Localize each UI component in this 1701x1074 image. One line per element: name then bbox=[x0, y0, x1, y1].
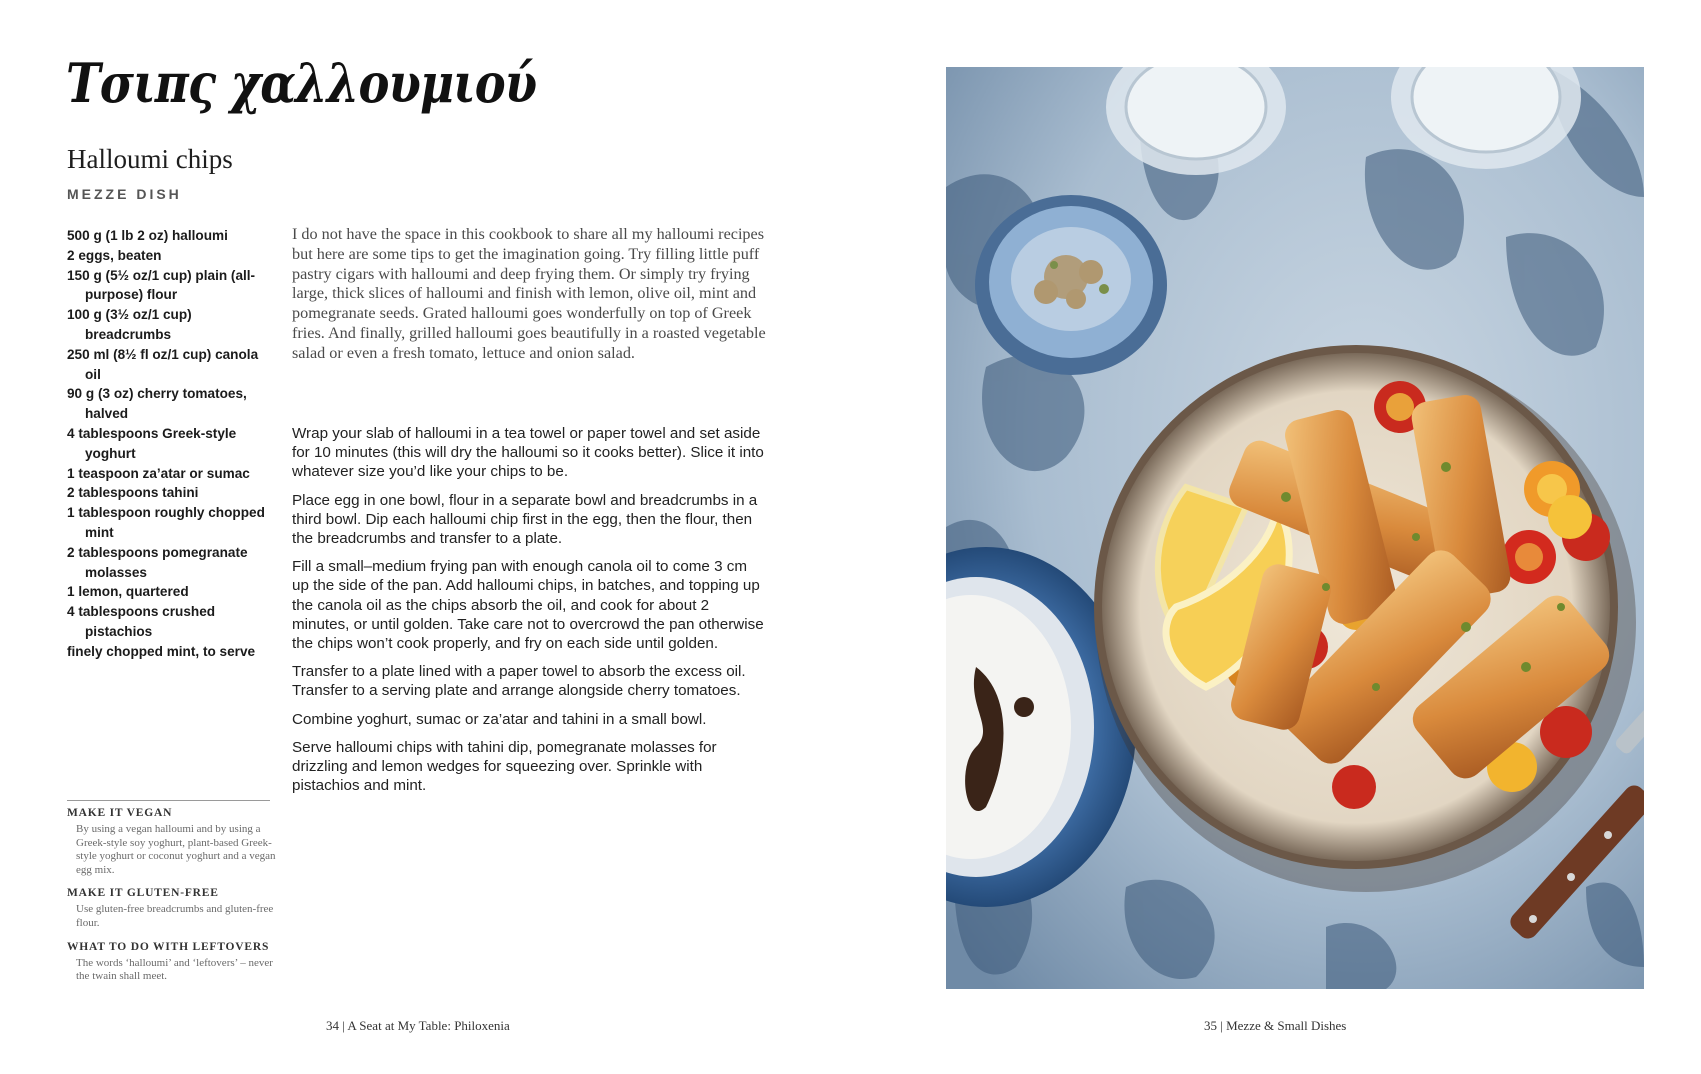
note-gluten-free bbox=[67, 887, 277, 930]
note-body: By using a vegan halloumi and by using a Greek-style soy yoghurt, plant-based Greek-style yoghurt or coconut yoghurt and a vegan egg mix. bbox=[76, 823, 276, 876]
ingredient-item: 250 ml (8½ fl oz/1 cup) canola oil bbox=[67, 346, 259, 382]
recipe-title: Halloumi chips bbox=[67, 144, 233, 174]
ingredient-item: 1 tablespoon roughly chopped mint bbox=[67, 505, 265, 540]
method-step: Serve halloumi chips with tahini dip, pomegranate molasses for drizzling and lemon wedges for squeezing over. Sprinkle with pistachios and mint. bbox=[292, 738, 717, 795]
ingredient-item: 90 g (3 oz) cherry tomatoes, halved bbox=[67, 386, 247, 422]
ingredient-item: 4 tablespoons crushed pistachios bbox=[67, 604, 216, 639]
photo-illustration bbox=[946, 67, 1644, 989]
ingredient-item: 2 tablespoons tahini bbox=[67, 485, 199, 501]
method-step: Transfer to a plate lined with a paper towel to absorb the excess oil. Transfer to a serving plate and arrange alongside cherry tomatoes. bbox=[292, 663, 746, 700]
page-footer-right: 35 | Mezze & Small Dishes bbox=[1204, 1018, 1347, 1033]
method-step: Wrap your slab of halloumi in a tea towel or paper towel and set aside for 10 minutes (this will dry the halloumi so it cooks better). Slice it into whatever size you’d like your chips to be. bbox=[292, 425, 764, 481]
recipe-notes bbox=[67, 807, 277, 994]
method-step: Fill a small–medium frying pan with enough canola oil to come 3 cm up the side of the pan. Add halloumi chips, in batches, and topping up the canola oil as the chips absorb the oil, and cook for about 2 minutes, or until golden. Take care not to overcrowd the pan otherwise the chips won’t cook properly, and fry on each side until golden. bbox=[292, 558, 764, 653]
ingredient-list bbox=[67, 226, 277, 662]
note-body: Use gluten-free breadcrumbs and gluten-free flour. bbox=[76, 903, 274, 929]
ingredient-item: 150 g (5½ oz/1 cup) plain (all-purpose) flour bbox=[67, 267, 256, 303]
ingredient-item: 2 eggs, beaten bbox=[67, 247, 162, 263]
ingredient-item: 1 lemon, quartered bbox=[67, 584, 189, 600]
note-heading: MAKE IT GLUTEN-FREE bbox=[67, 887, 219, 900]
ingredient-item: 4 tablespoons Greek-style yoghurt bbox=[67, 425, 237, 461]
ingredient-item: 1 teaspoon za’atar or sumac bbox=[67, 465, 250, 481]
method-steps bbox=[292, 424, 768, 804]
note-heading: WHAT TO DO WITH LEFTOVERS bbox=[67, 940, 270, 953]
ingredient-item: 100 g (3½ oz/1 cup) breadcrumbs bbox=[67, 307, 192, 342]
ingredient-item: 500 g (1 lb 2 oz) halloumi bbox=[67, 228, 228, 243]
intro-paragraph: I do not have the space in this cookbook to share all my halloumi recipes but here are some tips to get the imagination going. Try filling little puff pastry cigars with halloumi and deep frying them. Or simply try frying large, thick slices of halloumi and finish with lemon, olive oil, mint and pomegranate seeds. Grated halloumi goes wonderfully on top of Greek fries. And finally, grilled halloumi goes beautifully in a roasted vegetable salad or even a fresh tomato, lettuce and onion salad. bbox=[292, 225, 766, 362]
spice-bowl bbox=[975, 195, 1167, 375]
ingredient-item: 2 tablespoons pomegranate molasses bbox=[67, 544, 248, 580]
note-heading: MAKE IT VEGAN bbox=[67, 807, 173, 819]
note-vegan bbox=[67, 807, 277, 877]
note-body: The words ‘halloumi’ and ‘leftovers’ – never the twain shall meet. bbox=[76, 956, 273, 983]
notes-divider bbox=[67, 800, 270, 801]
method-step: Combine yoghurt, sumac or za’atar and tahini in a small bowl. bbox=[292, 710, 707, 728]
recipe-category: MEZZE DISH bbox=[67, 186, 182, 202]
method-step: Place egg in one bowl, flour in a separate bowl and breadcrumbs in a third bowl. Dip each halloumi chip first in the egg, then the flour, then the breadcrumbs and transfer to a plate. bbox=[292, 491, 758, 548]
food-photo bbox=[946, 67, 1644, 989]
page-footer-left: 34 | A Seat at My Table: Philoxenia bbox=[326, 1018, 510, 1033]
ingredient-item: finely chopped mint, to serve bbox=[67, 643, 256, 659]
greek-title: Τσιπς χαλλουμιού bbox=[66, 51, 537, 115]
note-leftovers bbox=[67, 941, 277, 984]
